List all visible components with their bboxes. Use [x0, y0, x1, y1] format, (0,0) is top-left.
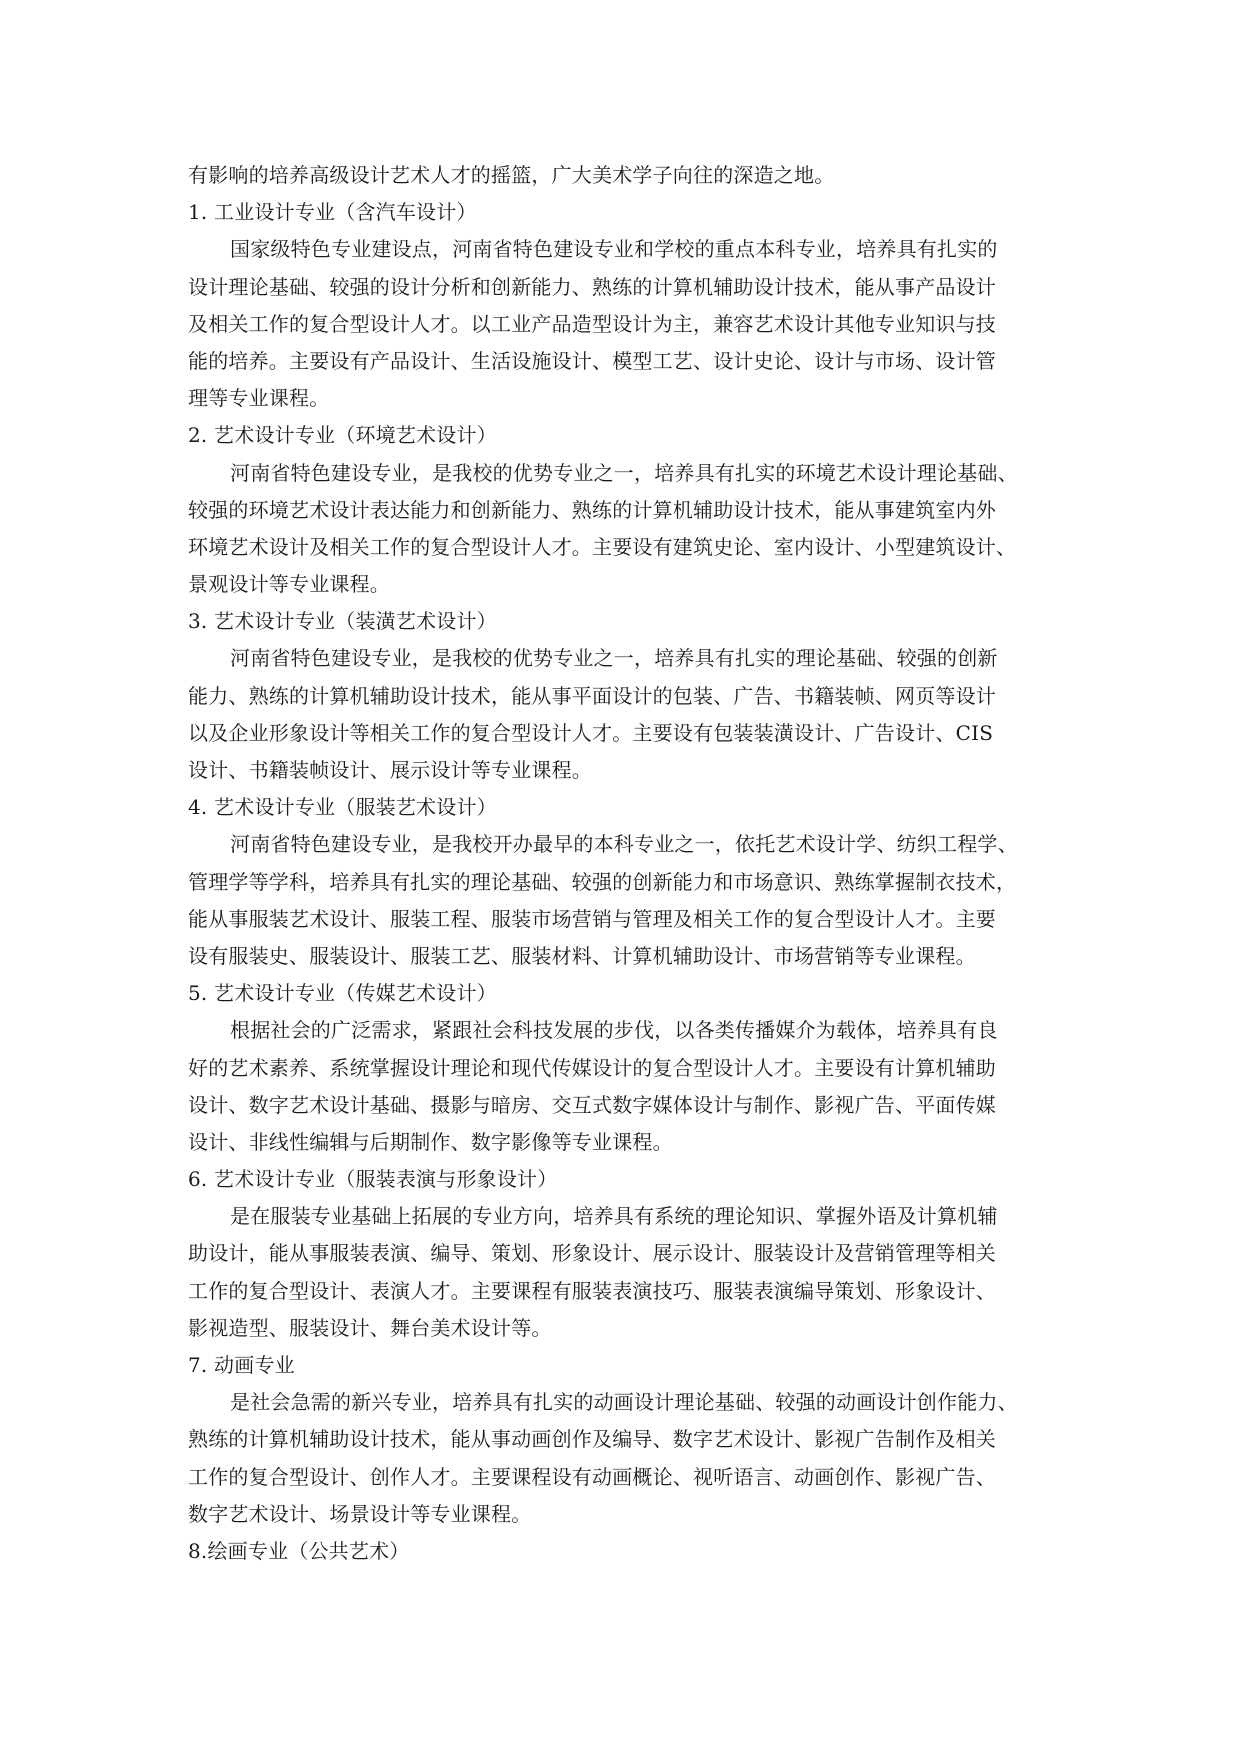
paragraph-line: 有影响的培养高级设计艺术人才的摇篮，广大美术学子向往的深造之地。 [188, 163, 835, 187]
paragraph-line: 好的艺术素养、系统掌握设计理论和现代传媒设计的复合型设计人才。主要设有计算机辅助 [188, 1055, 996, 1080]
paragraph-line: 助设计，能从事服装表演、编导、策划、形象设计、展示设计、服装设计及营销管理等相关 [188, 1241, 996, 1266]
paragraph-line: 根据社会的广泛需求，紧跟社会科技发展的步伐，以各类传播媒介为载体，培养具有良 [230, 1018, 998, 1043]
paragraph-line: 设计、数字艺术设计基础、摄影与暗房、交互式数字媒体设计与制作、影视广告、平面传媒 [188, 1092, 996, 1117]
paragraph-line: 是在服装专业基础上拓展的专业方向，培养具有系统的理论知识、掌握外语及计算机辅 [230, 1204, 998, 1229]
document-page [188, 157, 1058, 1570]
section-heading-fashion-design: 4. 艺术设计专业（服装艺术设计） [188, 795, 497, 820]
section-heading-painting: 8.绘画专业（公共艺术） [188, 1538, 410, 1563]
paragraph-line: 以及企业形象设计等相关工作的复合型设计人才。主要设有包装装潢设计、广告设计、CIS [188, 720, 994, 745]
paragraph-line: 设计、非线性编辑与后期制作、数字影像等专业课程。 [188, 1129, 673, 1154]
paragraph-line: 河南省特色建设专业，是我校的优势专业之一，培养具有扎实的环境艺术设计理论基础、 [230, 460, 1018, 485]
paragraph-line: 较强的环境艺术设计表达能力和创新能力、熟练的计算机辅助设计技术，能从事建筑室内外 [188, 497, 996, 522]
paragraph-line: 能力、熟练的计算机辅助设计技术，能从事平面设计的包装、广告、书籍装帧、网页等设计 [188, 683, 996, 708]
paragraph-line: 及相关工作的复合型设计人才。以工业产品造型设计为主，兼容艺术设计其他专业知识与技 [188, 311, 996, 336]
paragraph-line: 数字艺术设计、场景设计等专业课程。 [188, 1501, 532, 1526]
paragraph-line: 影视造型、服装设计、舞台美术设计等。 [188, 1315, 552, 1340]
paragraph-line: 工作的复合型设计、创作人才。主要课程设有动画概论、视听语言、动画创作、影视广告、 [188, 1464, 996, 1489]
section-heading-environment-design: 2. 艺术设计专业（环境艺术设计） [188, 423, 497, 448]
paragraph-line: 设有服装史、服装设计、服装工艺、服装材料、计算机辅助设计、市场营销等专业课程。 [188, 943, 976, 968]
section-heading-media-design: 5. 艺术设计专业（传媒艺术设计） [188, 981, 497, 1006]
paragraph-line: 国家级特色专业建设点，河南省特色建设专业和学校的重点本科专业，培养具有扎实的 [230, 237, 998, 262]
paragraph-line: 管理学等学科，培养具有扎实的理论基础、较强的创新能力和市场意识、熟练掌握制衣技术， [188, 869, 1017, 894]
section-heading-industrial-design: 1. 工业设计专业（含汽车设计） [188, 200, 477, 225]
paragraph-line: 能从事服装艺术设计、服装工程、服装市场营销与管理及相关工作的复合型设计人才。主要 [188, 906, 996, 931]
paragraph-line: 是社会急需的新兴专业，培养具有扎实的动画设计理论基础、较强的动画设计创作能力、 [230, 1390, 1018, 1415]
paragraph-line: 河南省特色建设专业，是我校的优势专业之一，培养具有扎实的理论基础、较强的创新 [230, 646, 998, 671]
paragraph-line: 环境艺术设计及相关工作的复合型设计人才。主要设有建筑史论、室内设计、小型建筑设计、 [188, 534, 1017, 559]
paragraph-line: 河南省特色建设专业，是我校开办最早的本科专业之一，依托艺术设计学、纺织工程学、 [230, 832, 1018, 857]
section-heading-fashion-performance: 6. 艺术设计专业（服装表演与形象设计） [188, 1167, 558, 1192]
paragraph-line: 熟练的计算机辅助设计技术，能从事动画创作及编导、数字艺术设计、影视广告制作及相关 [188, 1427, 996, 1452]
paragraph-line: 景观设计等专业课程。 [188, 572, 390, 597]
paragraph-line: 设计理论基础、较强的设计分析和创新能力、熟练的计算机辅助设计技术，能从事产品设计 [188, 274, 996, 299]
paragraph-line: 工作的复合型设计、表演人才。主要课程有服装表演技巧、服装表演编导策划、形象设计、 [188, 1278, 996, 1303]
section-heading-decoration-design: 3. 艺术设计专业（装潢艺术设计） [188, 609, 497, 634]
section-heading-animation: 7. 动画专业 [188, 1353, 295, 1377]
paragraph-line: 能的培养。主要设有产品设计、生活设施设计、模型工艺、设计史论、设计与市场、设计管 [188, 348, 996, 373]
paragraph-line: 理等专业课程。 [188, 386, 330, 411]
paragraph-line: 设计、书籍装帧设计、展示设计等专业课程。 [188, 758, 592, 782]
